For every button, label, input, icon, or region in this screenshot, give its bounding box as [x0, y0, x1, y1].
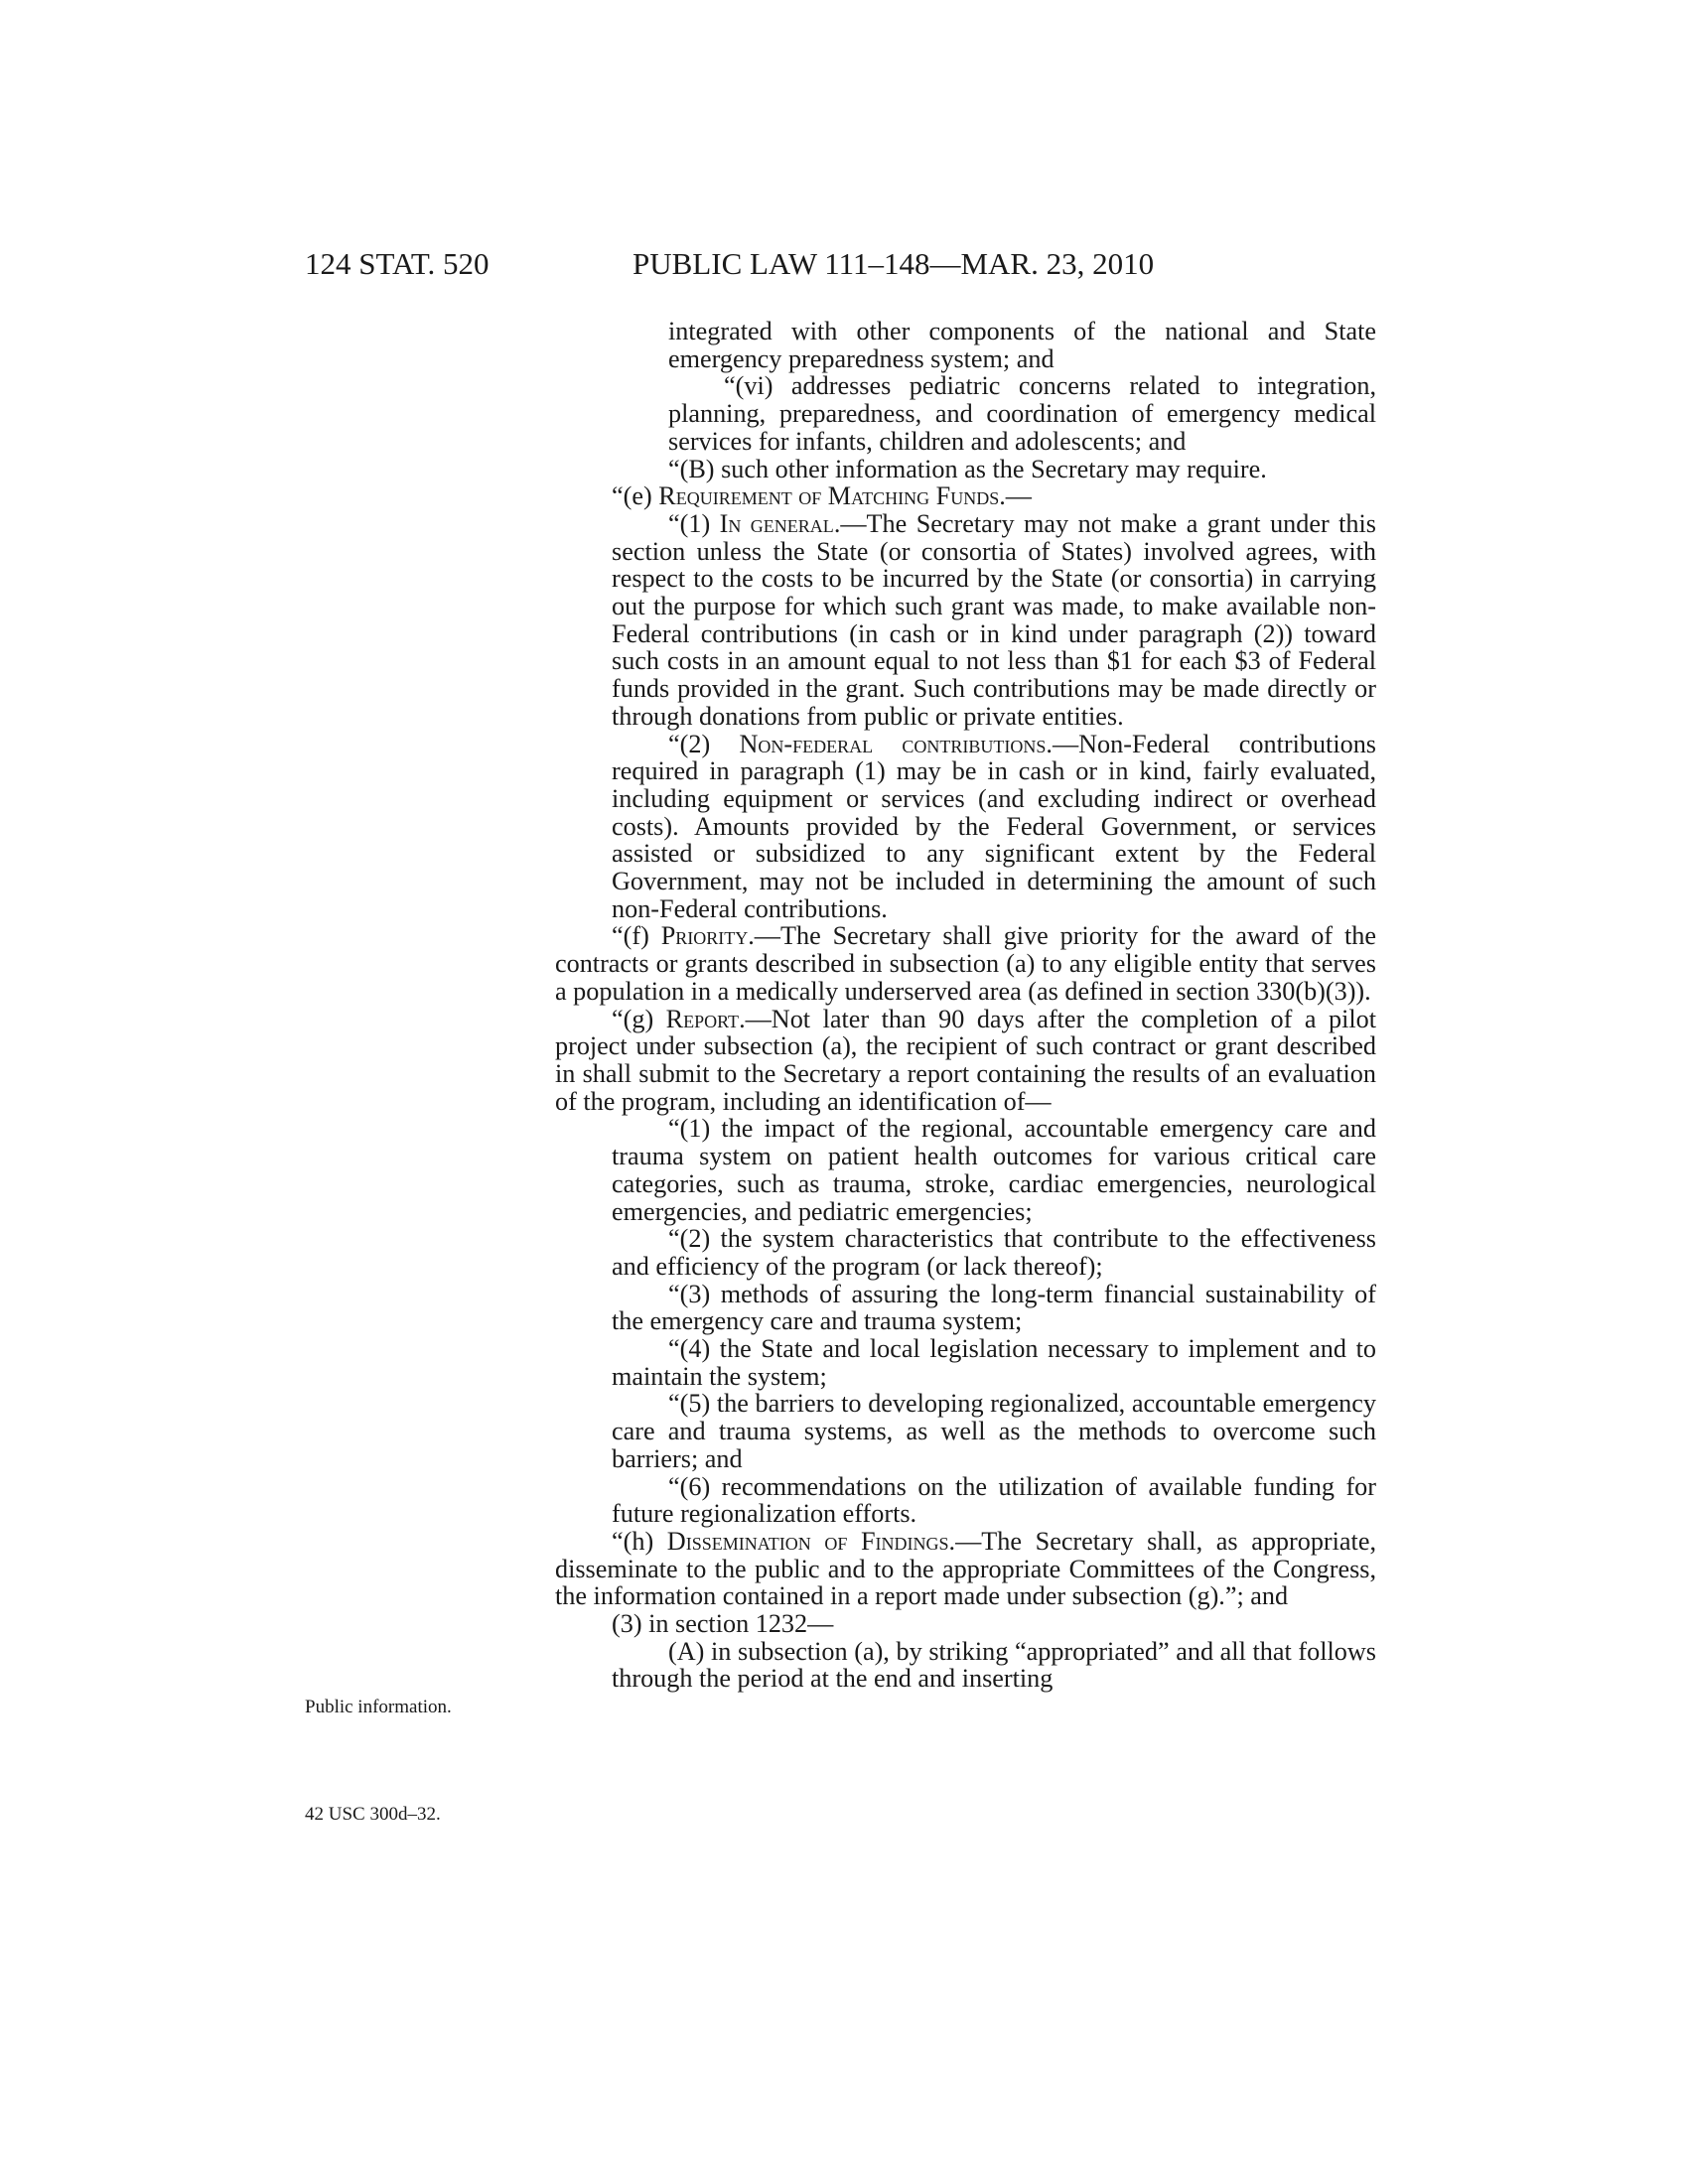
running-header-title: PUBLIC LAW 111–148—MAR. 23, 2010	[633, 246, 1155, 281]
paragraph-e2-lead: “(2)	[668, 729, 740, 758]
subsection-g-lead: “(g)	[612, 1004, 666, 1033]
clause-v-continuation: integrated with other components of the national and State emergency preparedness system; and	[668, 317, 1376, 373]
subsection-e-heading	[494, 482, 1376, 510]
subsection-h-heading: Dissemination of Findings	[666, 1526, 949, 1556]
subsection-f	[494, 922, 1376, 1005]
paragraph-3-section-1232: (3) in section 1232—	[612, 1609, 834, 1639]
statute-page-number: 124 STAT. 520	[305, 246, 490, 281]
subsection-f-heading: Priority	[660, 921, 749, 951]
paragraph-g3: “(3) methods of assuring the long-term financial sustainability of the emergency care and trauma system;	[612, 1279, 1376, 1336]
subsection-h-text: .—The Secretary shall, as appropriate, disseminate to the public and to the appropriate Committees of the Congress, the information contained in a report made under subsection (g).”; and	[555, 1526, 1376, 1611]
subsection-e-title: Requirement of Matching Funds	[658, 481, 1000, 511]
paragraph-e2-heading: Non-federal contributions	[739, 729, 1047, 758]
paragraph-e1	[494, 510, 1376, 731]
paragraph-e1-heading: In general	[719, 508, 834, 538]
margin-note-usc-citation: 42 USC 300d–32.	[305, 1804, 441, 1825]
paragraph-e1-lead: “(1)	[668, 508, 720, 538]
subsection-f-text: .—The Secretary shall give priority for the award of the contracts or grants described in subsection (a) to any eligible entity that serves a population in a medically underserved area (as defined in section 330(b)(3)).	[555, 921, 1376, 1006]
paragraph-e1-text: .—The Secretary may not make a grant under this section unless the State (or consortia of States) involved agrees, with respect to the costs to be incurred by the State (or consortia) in carrying out the purpose for which such grant was made, to make available non-Federal contributions (in cash or in kind under paragraph (2)) toward such costs in an amount equal to not less than $1 for each $3 of Federal funds provided in the grant. Such contributions may be made directly or through donations from public or private entities.	[612, 508, 1376, 731]
subsection-h-lead: “(h)	[612, 1526, 667, 1556]
statute-body	[494, 318, 1376, 1693]
paragraph-e2-text: .—Non-Federal contributions required in paragraph (1) may be in cash or in kind, fairly evaluated, including equipment or services (and excluding indirect or overhead costs). Amounts provided by the Federal Government, or services assisted or subsidized to any significant extent by the Federal Government, may not be included in determining the amount of such non-Federal contributions.	[612, 729, 1376, 923]
subsection-h	[494, 1528, 1376, 1610]
margin-note-public-information: Public information.	[305, 1697, 452, 1717]
paragraph-g2: “(2) the system characteristics that contribute to the effectiveness and efficiency of the program (or lack thereof);	[612, 1224, 1376, 1281]
paragraph-e2	[494, 731, 1376, 923]
subsection-g-heading: Report	[665, 1004, 740, 1033]
subsection-e-tail: .—	[999, 481, 1032, 511]
subparagraph-a-amendment: (A) in subsection (a), by striking “appropriated” and all that follows through the period at the end and inserting	[612, 1636, 1376, 1694]
paragraph-g4: “(4) the State and local legislation necessary to implement and to maintain the system;	[612, 1334, 1376, 1391]
paragraph-g5: “(5) the barriers to developing regionalized, accountable emergency care and trauma systems, as well as the methods to overcome such barriers; and	[612, 1389, 1376, 1473]
subsection-f-lead: “(f)	[612, 921, 661, 951]
paragraph-g6: “(6) recommendations on the utilization of available funding for future regionalization efforts.	[612, 1471, 1376, 1529]
clause-vi: “(vi) addresses pediatric concerns related to integration, planning, preparedness, and coordination of emergency medical services for infants, children and adolescents; and	[668, 371, 1376, 456]
subparagraph-b: “(B) such other information as the Secretary may require.	[668, 454, 1267, 483]
subsection-g-text: .—Not later than 90 days after the completion of a pilot project under subsection (a), the recipient of such contract or grant described in shall submit to the Secretary a report containing the results of an evaluation of the program, including an identification of—	[555, 1004, 1376, 1116]
subsection-g	[494, 1006, 1376, 1116]
subsection-e-lead: “(e)	[612, 481, 659, 511]
paragraph-g1: “(1) the impact of the regional, accountable emergency care and trauma system on patient health outcomes for various critical care categories, such as trauma, stroke, cardiac emergencies, neurological emergencies, and pediatric emergencies;	[612, 1114, 1376, 1226]
